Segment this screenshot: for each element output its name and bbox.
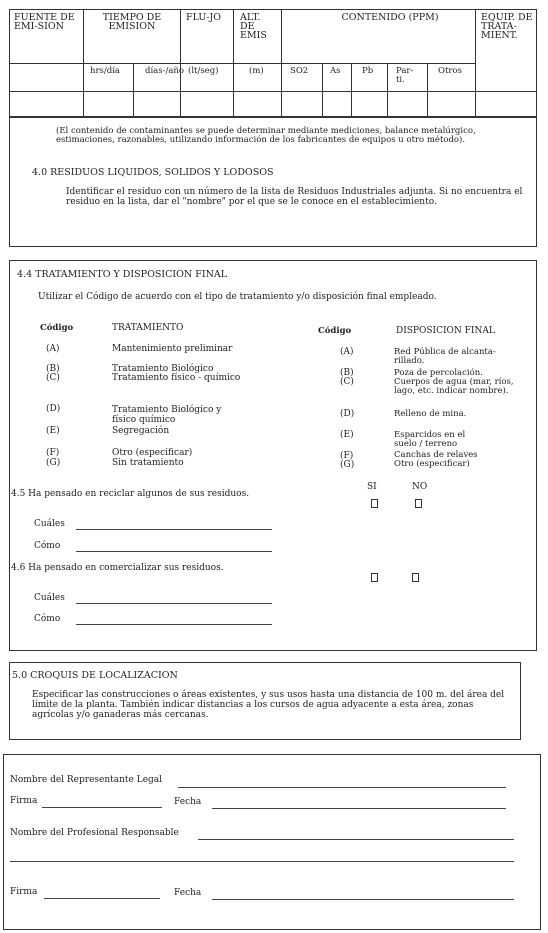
checkbox-4-6-no[interactable] [412,573,419,582]
header-altura: ALT. DE EMIS [240,12,267,41]
disposal-item: Red Pública de alcanta-rillado. [394,347,496,366]
sub-so2: SO2 [290,66,309,76]
disposal-code: (C) [340,377,354,387]
disposal-item: Poza de percolación. [394,368,483,378]
checkbox-4-6-si[interactable] [371,573,378,582]
sub-particulas: Par-ti. [396,66,414,85]
section-4-0-title: 4.0 RESIDUOS LIQUIDOS, SOLIDOS Y LODOSOS [32,167,274,178]
section-4-4-title: 4.4 TRATAMIENTO Y DISPOSICION FINAL [17,269,228,280]
disposal-item: Otro (especificar) [394,459,470,469]
header-fuente: FUENTE DE EMI-SION [14,12,75,32]
table-subheader-divider [9,91,537,92]
disposal-code: (F) [340,451,354,461]
treatment-code: (F) [46,448,60,458]
table-header-divider [9,63,475,64]
header-equipo: EQUIP. DE TRATA-MIENT. [481,12,533,41]
input-firma-1[interactable] [42,807,162,808]
column-codigo-2: Código [318,326,352,336]
label-representante-legal: Nombre del Representante Legal [10,775,163,785]
disposal-item: Cuerpos de agua (mar, ríos, lago, etc. indicar nombre). [394,377,514,396]
label-como-4-6: Cómo [34,614,61,624]
input-profesional[interactable] [198,839,514,840]
input-como-4-5[interactable] [76,551,272,552]
treatment-item: Tratamiento Biológico [112,364,214,374]
disposal-code: (G) [340,460,355,470]
sub-metros: (m) [249,66,264,76]
header-flujo: FLU-JO [186,12,222,23]
treatment-item: Tratamiento físico - químico [112,373,241,383]
section-5-0-title: 5.0 CROQUIS DE LOCALIZACION [12,670,178,681]
disposal-code: (E) [340,430,354,440]
input-firma-2[interactable] [44,898,160,899]
treatment-code: (A) [46,344,60,354]
disposal-item: Canchas de relaves [394,450,478,460]
sub-hrs-dia: hrs/día [90,66,120,76]
column-codigo: Código [40,323,74,333]
label-profesional: Nombre del Profesional Responsable [10,828,179,838]
treatment-code: (D) [46,404,61,414]
input-representante-legal[interactable] [178,787,506,788]
label-fecha-2: Fecha [174,888,202,898]
section-4-0-text: Identificar el residuo con un número de la lista de Residuos Industriales adjunta. Si no encuentra el residuo en la lista, dar el "nombre" por el que se le conoce en el establecimiento. [66,187,523,207]
section-4-4-intro: Utilizar el Código de acuerdo con el tipo de tratamiento y/o disposición final empleado. [38,292,437,302]
label-fecha-1: Fecha [174,797,202,807]
contaminant-note: (El contenido de contaminantes se puede determinar mediante mediciones, balance metalúrgico, estimaciones, razonables, utilizando información de los fabricantes de equipos u otro método). [56,126,476,145]
question-4-6: 4.6 Ha pensado en comercializar sus residuos. [11,563,224,573]
disposal-code: (D) [340,409,355,419]
treatment-item: Mantenimiento preliminar [112,344,233,354]
sub-as: As [330,66,341,76]
input-cuales-4-5[interactable] [76,529,272,530]
sub-dias-ano: días-/año [145,66,184,76]
treatment-code: (E) [46,426,60,436]
treatment-code: (C) [46,373,60,383]
disposal-code: (A) [340,347,354,357]
sub-lt-seg: (lt/seg) [188,66,219,76]
label-firma-2: Firma [10,887,38,897]
disposal-code: (B) [340,368,354,378]
label-como-4-5: Cómo [34,541,61,551]
checkbox-4-5-no[interactable] [415,499,422,508]
column-tratamiento: TRATAMIENTO [112,323,184,333]
header-tiempo: TIEMPO DE EMISION [102,12,162,32]
treatment-code: (B) [46,364,60,374]
input-fecha-2[interactable] [212,899,514,900]
input-profesional-line-2[interactable] [10,861,514,862]
treatment-item: Otro (especificar) [112,448,193,458]
input-fecha-1[interactable] [212,808,506,809]
disposal-item: Esparcidos en el suelo / terreno [394,430,466,449]
checkbox-4-5-si[interactable] [371,499,378,508]
label-cuales-4-6: Cuáles [34,593,65,603]
treatment-item: Segregación [112,426,170,436]
label-cuales-4-5: Cuáles [34,519,65,529]
input-como-4-6[interactable] [76,624,272,625]
label-si: SI [367,482,377,492]
column-disposicion: DISPOSICION FINAL [396,326,495,336]
treatment-item: Sin tratamiento [112,458,184,468]
sub-pb: Pb [362,66,374,76]
input-cuales-4-6[interactable] [76,603,272,604]
treatment-item: Tratamiento Biológico y físico químico [112,405,222,425]
question-4-5: 4.5 Ha pensado en reciclar algunos de sus residuos. [11,489,250,499]
label-firma-1: Firma [10,796,38,806]
treatment-code: (G) [46,458,61,468]
header-contenido: CONTENIDO (PPM) [341,12,439,23]
sub-otros: Otros [438,66,462,76]
section-5-0-text: Especificar las construcciones o áreas existentes, y sus usos hasta una distancia de 100 m. del área del límite de la planta. También indicar distancias a los cursos de agua adyacente a esta área, zonas agrícolas y/o ganaderas más cercanas. [32,690,505,720]
label-no: NO [412,482,428,492]
disposal-item: Relleno de mina. [394,409,467,419]
